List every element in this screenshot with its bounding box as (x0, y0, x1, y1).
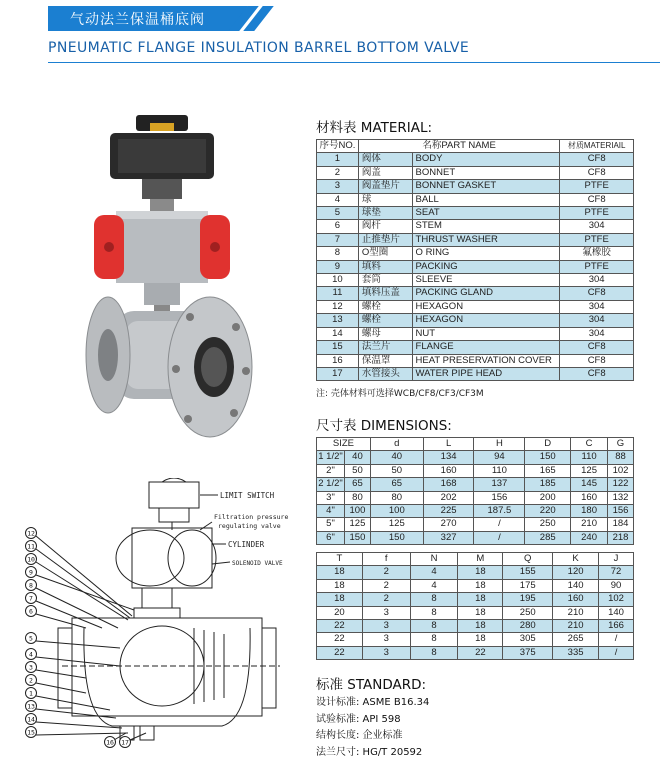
dim1-cell: / (474, 518, 525, 531)
dim1-header: G (608, 438, 634, 451)
dim1-cell: 1 1/2" (318, 451, 343, 463)
cell-name-cn: 套筒 (358, 274, 412, 287)
dim2-cell: 8 (410, 593, 458, 606)
part-number: 10 (27, 555, 35, 564)
dim1-cell: 187.5 (474, 505, 525, 518)
material-row (317, 260, 634, 273)
cell-material: CF8 (560, 354, 634, 367)
cell-material: CF8 (560, 153, 634, 166)
dim1-cell: 3" (317, 491, 345, 504)
cell-no: 8 (317, 247, 359, 260)
part-number: 2 (29, 676, 33, 685)
col-header-material: 材质MATERIAIL (560, 140, 634, 153)
cell-name-cn: 阀盖垫片 (358, 180, 412, 193)
standard-line: 法兰尺寸: HG/T 20592 (316, 746, 423, 758)
dim1-cell: 94 (474, 451, 525, 464)
cell-name-cn: 止推垫片 (358, 233, 412, 246)
material-row (317, 153, 634, 166)
dim1-cell: 200 (525, 491, 571, 504)
part-number: 4 (29, 650, 33, 659)
dim1-cell: 125 (571, 464, 608, 477)
part-number: 15 (27, 728, 35, 737)
dim1-row (317, 518, 634, 531)
dim2-row (317, 579, 634, 592)
cell-name-cn: O型圈 (358, 247, 412, 260)
dimensions-table-1 (316, 437, 634, 545)
dim1-cell: 132 (608, 491, 634, 504)
cell-name-cn: 阀盖 (358, 166, 412, 179)
dim1-cell: 102 (608, 464, 634, 477)
cell-material: 304 (560, 327, 634, 340)
cell-material: CF8 (560, 341, 634, 354)
dim2-header: f (362, 553, 410, 566)
callout-cylinder: CYLINDER (228, 540, 265, 549)
cell-name-cn: 球 (358, 193, 412, 206)
part-number: 17 (121, 738, 129, 747)
part-number: 11 (27, 542, 35, 551)
col-header-no: 序号NO. (317, 140, 359, 153)
dim2-cell: 140 (599, 606, 634, 619)
part-number: 14 (27, 715, 35, 724)
cell-no: 7 (317, 233, 359, 246)
cell-name-cn: 水管接头 (358, 367, 412, 380)
dim1-cell: 65 (344, 478, 370, 491)
cell-material: CF8 (560, 367, 634, 380)
cell-no: 10 (317, 274, 359, 287)
material-row (317, 367, 634, 380)
dim2-row (317, 646, 634, 659)
dim1-cell: 184 (608, 518, 634, 531)
dim1-row (317, 478, 634, 491)
dim2-cell: 210 (553, 606, 599, 619)
dim1-row (317, 531, 634, 544)
dim2-cell: 155 (503, 566, 553, 579)
dim1-cell: 145 (571, 478, 608, 491)
dim2-cell: 18 (317, 579, 363, 592)
cell-material: PTFE (560, 260, 634, 273)
dim1-cell: 5" (317, 518, 345, 531)
dim1-cell: 165 (525, 464, 571, 477)
dim2-header: Q (503, 553, 553, 566)
cell-no: 4 (317, 193, 359, 206)
dim1-header: D (525, 438, 571, 451)
dim1-cell: 100 (344, 505, 370, 518)
cell-name-cn: 填料压盖 (358, 287, 412, 300)
cell-no: 14 (317, 327, 359, 340)
material-row (317, 180, 634, 193)
cell-no: 17 (317, 367, 359, 380)
dim1-cell: 156 (608, 505, 634, 518)
cell-no: 5 (317, 207, 359, 220)
dim2-cell: 8 (410, 633, 458, 646)
cell-name-en: HEXAGON (412, 300, 560, 313)
dim1-cell: 88 (608, 451, 634, 464)
dim1-cell: 150 (370, 531, 423, 544)
dim1-cell: 180 (571, 505, 608, 518)
dim2-cell: 4 (410, 566, 458, 579)
part-number: 7 (29, 594, 33, 603)
dim2-cell: 18 (458, 606, 503, 619)
cell-no: 16 (317, 354, 359, 367)
material-row (317, 247, 634, 260)
dim2-row (317, 593, 634, 606)
material-row (317, 287, 634, 300)
material-row (317, 193, 634, 206)
cell-no: 6 (317, 220, 359, 233)
dim1-cell: 240 (571, 531, 608, 544)
dim1-row (317, 505, 634, 518)
cell-material: 304 (560, 300, 634, 313)
cell-no: 2 (317, 166, 359, 179)
dim2-cell: / (599, 633, 634, 646)
material-row (317, 341, 634, 354)
dim1-cell: 80 (344, 491, 370, 504)
dim2-cell: 4 (410, 579, 458, 592)
dim1-cell: 110 (474, 464, 525, 477)
dim1-cell: 134 (423, 451, 474, 464)
part-number: 13 (27, 702, 35, 711)
cell-material: PTFE (560, 207, 634, 220)
dim2-cell: 195 (503, 593, 553, 606)
cell-name-en: WATER PIPE HEAD (412, 367, 560, 380)
cell-no: 13 (317, 314, 359, 327)
dim2-cell: 90 (599, 579, 634, 592)
material-row (317, 166, 634, 179)
material-table (316, 139, 634, 381)
cell-name-en: THRUST WASHER (412, 233, 560, 246)
dim1-cell: 125 (370, 518, 423, 531)
dim2-cell: 22 (458, 646, 503, 659)
dim1-cell: 40 (370, 451, 423, 464)
dim2-cell: 210 (553, 620, 599, 633)
cell-name-cn: 阀体 (358, 153, 412, 166)
material-row (317, 354, 634, 367)
cell-material: 304 (560, 314, 634, 327)
standard-line: 设计标准: ASME B16.34 (316, 697, 430, 708)
valve-photo (80, 115, 255, 445)
dim2-cell: 3 (362, 646, 410, 659)
cell-name-en: PACKING GLAND (412, 287, 560, 300)
cell-name-cn: 法兰片 (358, 341, 412, 354)
cell-name-en: BONNET GASKET (412, 180, 560, 193)
dim1-cell: 40 (344, 451, 370, 464)
dim2-cell: 18 (317, 566, 363, 579)
dim1-row (317, 491, 634, 504)
cell-name-cn: 螺栓 (358, 300, 412, 313)
dim1-cell: 122 (608, 478, 634, 491)
dim2-cell: 305 (503, 633, 553, 646)
cell-no: 11 (317, 287, 359, 300)
dim1-cell: / (474, 531, 525, 544)
dim1-cell: 156 (474, 491, 525, 504)
cell-material: 氟橡胶 (560, 247, 634, 260)
dim2-cell: 335 (553, 646, 599, 659)
dim1-cell: 168 (423, 478, 474, 491)
dim2-header-row (317, 553, 634, 566)
dim1-cell: 150 (344, 531, 370, 544)
dim1-row (317, 464, 634, 477)
cell-name-en: HEXAGON (412, 314, 560, 327)
dim2-cell: 18 (458, 633, 503, 646)
cell-name-cn: 螺栓 (358, 314, 412, 327)
cell-name-en: STEM (412, 220, 560, 233)
material-row (317, 207, 634, 220)
cell-name-cn: 填料 (358, 260, 412, 273)
dim1-cell: 160 (423, 464, 474, 477)
dim1-header: d (370, 438, 423, 451)
technical-drawing (22, 478, 322, 750)
dim2-cell: 175 (503, 579, 553, 592)
dim1-cell: 250 (525, 518, 571, 531)
cell-no: 9 (317, 260, 359, 273)
cell-name-cn: 阀杆 (358, 220, 412, 233)
dim2-cell: 8 (410, 646, 458, 659)
cell-material: CF8 (560, 193, 634, 206)
cell-name-en: HEAT PRESERVATION COVER (412, 354, 560, 367)
cell-name-en: O RING (412, 247, 560, 260)
cell-name-en: PACKING (412, 260, 560, 273)
dim2-cell: 22 (317, 633, 363, 646)
dim1-header: SIZE (317, 438, 371, 451)
dim1-cell: 2" (317, 464, 345, 477)
dim2-cell: 3 (362, 633, 410, 646)
dim1-cell: 80 (370, 491, 423, 504)
standard-line: 结构长度: 企业标准 (316, 730, 403, 741)
material-row (317, 300, 634, 313)
dim2-cell: / (599, 646, 634, 659)
dim2-cell: 2 (362, 579, 410, 592)
dim1-cell: 160 (571, 491, 608, 504)
dim2-row (317, 606, 634, 619)
dim1-cell: 218 (608, 531, 634, 544)
dim1-cell: 150 (525, 451, 571, 464)
part-number: 16 (106, 738, 114, 747)
dim1-cell: 270 (423, 518, 474, 531)
cell-name-cn: 保温罩 (358, 354, 412, 367)
dim2-cell: 18 (458, 593, 503, 606)
dim1-cell: 2 1/2" (318, 478, 343, 490)
dim1-cell: 65 (370, 478, 423, 491)
dim1-header: L (423, 438, 474, 451)
cell-material: PTFE (560, 233, 634, 246)
dim1-cell: 125 (344, 518, 370, 531)
dim2-cell: 18 (317, 593, 363, 606)
dim2-cell: 375 (503, 646, 553, 659)
dim2-cell: 280 (503, 620, 553, 633)
standard-title: 标准 STANDARD: (316, 677, 427, 693)
dim1-cell: 110 (571, 451, 608, 464)
dim2-cell: 18 (458, 579, 503, 592)
dim1-header-row (317, 438, 634, 451)
cell-name-en: NUT (412, 327, 560, 340)
material-row (317, 327, 634, 340)
standard-line: 试验标准: API 598 (316, 713, 401, 725)
dim2-cell: 3 (362, 620, 410, 633)
cell-name-en: SLEEVE (412, 274, 560, 287)
dim1-cell: 6" (317, 531, 345, 544)
cell-name-cn: 球垫 (358, 207, 412, 220)
dim2-row (317, 633, 634, 646)
dim2-cell: 8 (410, 606, 458, 619)
cell-material: 304 (560, 220, 634, 233)
dimensions-table-2 (316, 552, 634, 660)
dim2-cell: 102 (599, 593, 634, 606)
material-note: 注: 壳体材料可选择WCB/CF8/CF3/CF3M (316, 389, 484, 399)
dim1-cell: 285 (525, 531, 571, 544)
callout-solenoid: SOLENOID VALVE (232, 560, 283, 567)
dim2-cell: 2 (362, 593, 410, 606)
part-number: 8 (29, 581, 33, 590)
dim2-header: N (410, 553, 458, 566)
dim1-cell: 327 (423, 531, 474, 544)
cell-material: 304 (560, 274, 634, 287)
header-divider (48, 62, 660, 63)
dim1-cell: 220 (525, 505, 571, 518)
material-row (317, 220, 634, 233)
cell-material: CF8 (560, 166, 634, 179)
dim2-cell: 20 (317, 606, 363, 619)
cell-no: 12 (317, 300, 359, 313)
cell-name-en: BODY (412, 153, 560, 166)
material-row (317, 314, 634, 327)
dim1-cell: 137 (474, 478, 525, 491)
part-number: 3 (29, 663, 33, 672)
cell-name-en: BALL (412, 193, 560, 206)
dim1-cell: 225 (423, 505, 474, 518)
col-header-name: 名称PART NAME (358, 140, 559, 153)
part-number: 9 (29, 568, 33, 577)
cell-name-en: FLANGE (412, 341, 560, 354)
cell-no: 15 (317, 341, 359, 354)
dim2-cell: 3 (362, 606, 410, 619)
material-row (317, 274, 634, 287)
dim1-header: H (474, 438, 525, 451)
callout-limit-switch: LIMIT SWITCH (220, 491, 275, 500)
dim1-cell: 50 (344, 464, 370, 477)
dim2-cell: 265 (553, 633, 599, 646)
dim2-header: T (317, 553, 363, 566)
cell-name-en: BONNET (412, 166, 560, 179)
dim2-header: M (458, 553, 503, 566)
cell-no: 3 (317, 180, 359, 193)
dim2-cell: 72 (599, 566, 634, 579)
dim2-cell: 8 (410, 620, 458, 633)
cell-no: 1 (317, 153, 359, 166)
standard-list (316, 695, 429, 761)
part-number: 5 (29, 634, 33, 643)
dim2-row (317, 566, 634, 579)
dim2-cell: 22 (317, 620, 363, 633)
part-number: 1 (29, 689, 33, 698)
cell-name-cn: 螺母 (358, 327, 412, 340)
dim2-header: J (599, 553, 634, 566)
dim1-cell: 4" (317, 505, 345, 518)
callout-filtration-1: Filtration pressure (214, 513, 289, 521)
dim1-cell: 50 (370, 464, 423, 477)
dim1-cell: 202 (423, 491, 474, 504)
dim2-cell: 120 (553, 566, 599, 579)
dim2-cell: 160 (553, 593, 599, 606)
cell-material: PTFE (560, 180, 634, 193)
cell-material: CF8 (560, 287, 634, 300)
dimensions-title: 尺寸表 DIMENSIONS: (316, 418, 452, 434)
dim1-cell: 210 (571, 518, 608, 531)
dim2-cell: 166 (599, 620, 634, 633)
dim2-cell: 2 (362, 566, 410, 579)
dim1-cell: 100 (370, 505, 423, 518)
dim2-header: K (553, 553, 599, 566)
dim1-cell: 185 (525, 478, 571, 491)
dim1-header: C (571, 438, 608, 451)
header-title-cn: 气动法兰保温桶底阀 (70, 12, 205, 28)
part-number: 6 (29, 607, 33, 616)
dim2-cell: 250 (503, 606, 553, 619)
header-title-en: PNEUMATIC FLANGE INSULATION BARREL BOTTOM VALVE (48, 40, 470, 56)
material-title: 材料表 MATERIAL: (316, 120, 433, 136)
cell-name-en: SEAT (412, 207, 560, 220)
part-number: 12 (27, 529, 35, 538)
material-header-row (317, 140, 634, 153)
dim2-row (317, 620, 634, 633)
dim1-row (317, 451, 634, 464)
dim2-cell: 18 (458, 566, 503, 579)
dim2-cell: 18 (458, 620, 503, 633)
material-row (317, 233, 634, 246)
dim2-cell: 22 (317, 646, 363, 659)
dim2-cell: 140 (553, 579, 599, 592)
callout-filtration-2: regulating valve (218, 522, 281, 530)
